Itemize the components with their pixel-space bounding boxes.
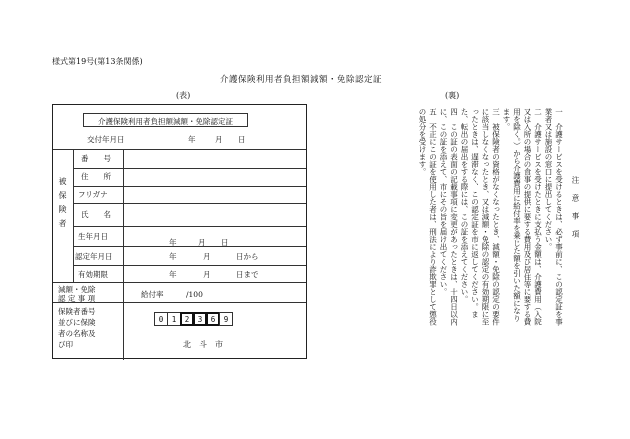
note-item: 五 不正にこの証を使用した者は、刑法により詐欺罪として懲役の処分を受けます。 [418, 108, 438, 326]
row-furigana-label: フリガナ [78, 190, 108, 199]
insurer-label-line1: 保険者番号 [58, 307, 96, 316]
note-item: 一 介護サービスを受けるときは、必ず事前に、この認定証を事業者又は施設の窓口に提出してください。 [544, 108, 564, 326]
birth-date-day: 日 [221, 238, 229, 247]
certificate-title: 介護保険利用者負担額減額・免除認定証 [98, 117, 233, 126]
approval-date-day: 日から [236, 252, 259, 261]
insured-person-label: 被保険者 [58, 177, 67, 233]
benefit-rate-value: /100 [186, 290, 203, 299]
benefit-rate-label: 給付率 [141, 290, 164, 299]
note-item: 三 被保険者の資格がなくなったとき、減額・免除の認定の要件に該当しなくなったとき、又は減額・免除の認定の有効期限に至ったときは、遅滞なく、この認定証を市に返してください。また、転出の届出をする際には、この証を添えてください。 [460, 108, 501, 326]
note-item: 二 介護サービスを受けたときに支払う金額は、介護費用（入院又は入所の場合の食事の提供に要する費用及び居住等に要する費用を除く。）から介護費用に給付率を乗じた額を引いた額になります。 [502, 108, 543, 326]
insurer-number-boxes [155, 312, 233, 326]
insurer-label-line4: び印 [58, 340, 73, 349]
certificate-back-notes [330, 108, 580, 328]
insurer-digit: 3 [193, 312, 207, 326]
approval-date-month: 月 [203, 252, 211, 261]
back-side-label: (裏) [445, 91, 460, 100]
row-name-label: 氏 名 [81, 210, 111, 219]
insurer-digit: 6 [206, 312, 220, 326]
insurer-label-line3: 者の名称及 [58, 329, 96, 338]
insurer-digit: 1 [167, 312, 181, 326]
front-side-label: (表) [176, 91, 191, 100]
row-approval-date-label: 認定年月日 [75, 252, 113, 261]
row-address-label: 住 所 [81, 172, 111, 181]
note-item: 四 この証の表面の記載事項に変更があったときは、十四日以内に、この証を添えて、市にその旨を届け出てください。 [439, 108, 459, 326]
issue-date-label: 交付年月日 [87, 135, 125, 144]
insurer-digit: 9 [219, 312, 233, 326]
approval-date-year: 年 [169, 252, 177, 261]
issue-date-year: 年 [188, 135, 196, 144]
birth-date-month: 月 [198, 238, 206, 247]
reduction-label-line1: 減額・免除 [58, 285, 96, 294]
insurer-digit: 0 [154, 312, 168, 326]
insurer-digit: 2 [180, 312, 194, 326]
notes-heading: 注 意 事 項 [571, 176, 580, 242]
birth-date-year: 年 [169, 238, 177, 247]
row-number-label: 番 号 [81, 154, 111, 163]
certificate-title-box [83, 113, 248, 127]
valid-period-day: 日まで [236, 270, 259, 279]
issue-date-day: 日 [238, 135, 246, 144]
insurer-name: 北 斗 市 [183, 340, 223, 349]
valid-period-month: 月 [203, 270, 211, 279]
certificate-front [52, 104, 307, 359]
form-number: 様式第19号(第13条関係) [52, 57, 143, 66]
document-title: 介護保険利用者負担額減額・免除認定証 [220, 75, 383, 85]
issue-date-month: 月 [215, 135, 223, 144]
row-birth-date-label: 生年月日 [78, 232, 108, 241]
reduction-label-line2: 認 定 事 項 [58, 294, 96, 303]
valid-period-year: 年 [169, 270, 177, 279]
insurer-label-line2: 並びに保険 [58, 318, 96, 327]
row-valid-period-label: 有効期限 [78, 270, 108, 279]
